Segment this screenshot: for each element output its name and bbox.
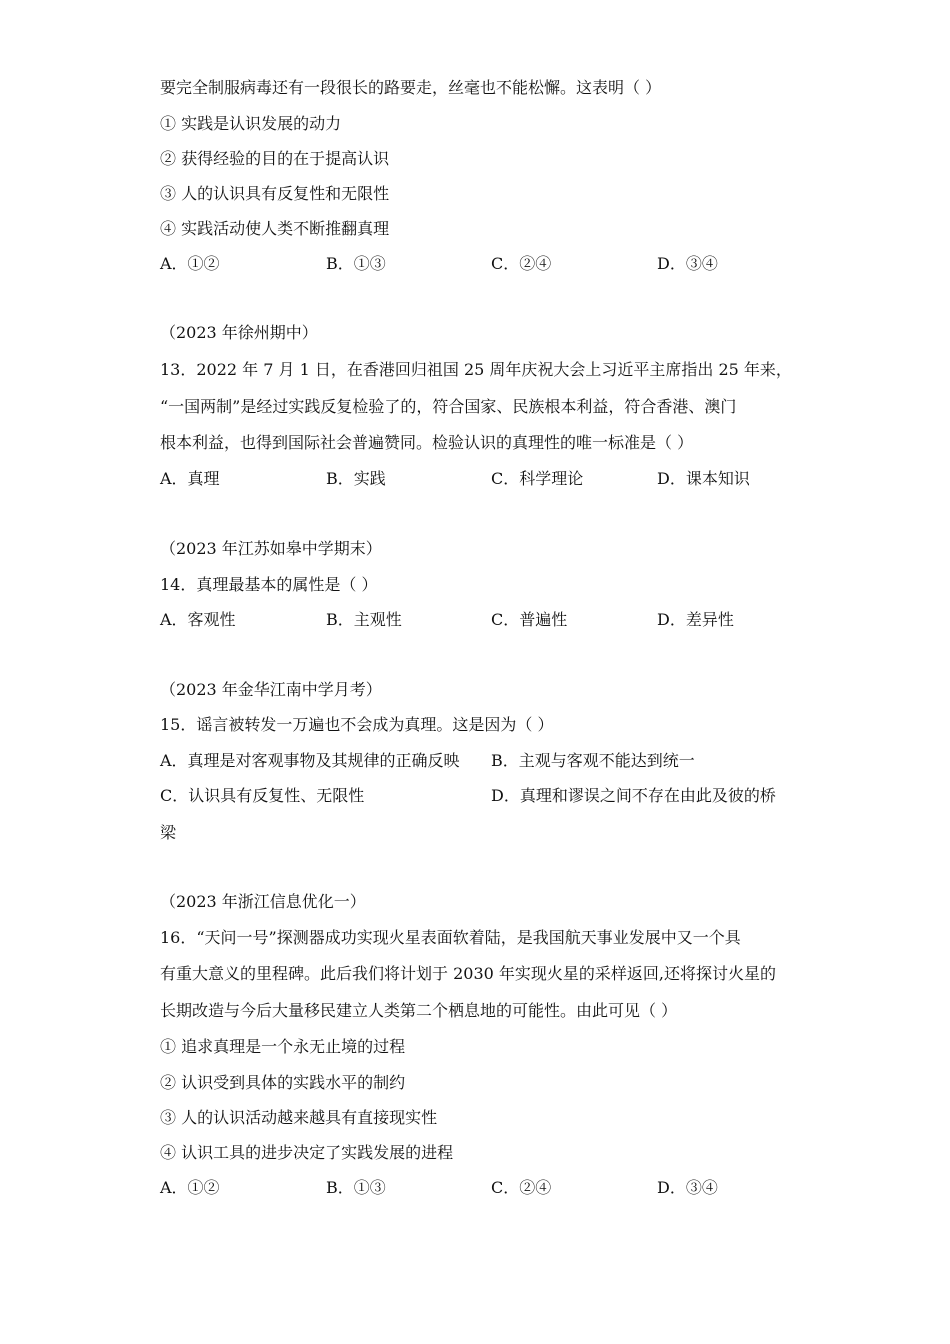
q16-stem-line-3: 长期改造与今后大量移民建立人类第二个栖息地的可能性。由此可见（ ） — [160, 1001, 678, 1020]
q15-option-d: D．真理和谬误之间不存在由此及彼的桥 — [491, 786, 776, 805]
q12-item-2: ② 获得经验的目的在于提高认识 — [160, 149, 390, 168]
q14-source: （2023 年江苏如皋中学期末） — [160, 539, 382, 558]
q16-source: （2023 年浙江信息优化一） — [160, 892, 366, 911]
q16-option-b: B．①③ — [326, 1178, 386, 1197]
q12-item-3: ③ 人的认识具有反复性和无限性 — [160, 184, 390, 203]
q13-option-a: A．真理 — [160, 469, 220, 488]
q12-stem-continuation: 要完全制服病毒还有一段很长的路要走，丝毫也不能松懈。这表明（ ） — [160, 78, 662, 97]
q13-stem-line-2: “一国两制”是经过实践反复检验了的，符合国家、民族根本利益，符合香港、澳门 — [160, 397, 737, 416]
q12-item-4: ④ 实践活动使人类不断推翻真理 — [160, 219, 390, 238]
q12-option-c: C．②④ — [491, 254, 552, 273]
q13-stem-line-3: 根本利益，也得到国际社会普遍赞同。检验认识的真理性的唯一标准是（ ） — [160, 433, 694, 452]
q15-option-b: B．主观与客观不能达到统一 — [491, 751, 695, 770]
q13-option-d: D．课本知识 — [657, 469, 750, 488]
q13-stem-line-1: 13．2022 年 7 月 1 日，在香港回归祖国 25 周年庆祝大会上习近平主席指出 25 年来， — [160, 360, 792, 379]
q13-source: （2023 年徐州期中） — [160, 323, 318, 342]
q16-item-2: ② 认识受到具体的实践水平的制约 — [160, 1073, 406, 1092]
q15-option-a: A．真理是对客观事物及其规律的正确反映 — [160, 751, 460, 770]
q12-option-b: B．①③ — [326, 254, 386, 273]
q13-option-c: C．科学理论 — [491, 469, 584, 488]
q16-stem-line-2: 有重大意义的里程碑。此后我们将计划于 2030 年实现火星的采样返回,还将探讨火星的 — [160, 964, 776, 983]
q16-stem-line-1: 16．“天问一号”探测器成功实现火星表面软着陆，是我国航天事业发展中又一个具 — [160, 928, 741, 947]
q14-option-a: A．客观性 — [160, 610, 236, 629]
q15-stem: 15．谣言被转发一万遍也不会成为真理。这是因为（ ） — [160, 715, 554, 734]
q12-item-1: ① 实践是认识发展的动力 — [160, 114, 342, 133]
q12-option-d: D．③④ — [657, 254, 718, 273]
q15-source: （2023 年金华江南中学月考） — [160, 680, 382, 699]
q16-item-3: ③ 人的认识活动越来越具有直接现实性 — [160, 1108, 438, 1127]
q16-option-c: C．②④ — [491, 1178, 552, 1197]
q15-option-d-continuation: 梁 — [160, 823, 177, 842]
q12-option-a: A．①② — [160, 254, 220, 273]
q14-stem: 14．真理最基本的属性是（ ） — [160, 575, 378, 594]
q16-option-d: D．③④ — [657, 1178, 718, 1197]
q14-option-b: B．主观性 — [326, 610, 402, 629]
q16-item-1: ① 追求真理是一个永无止境的过程 — [160, 1037, 406, 1056]
q14-option-c: C．普遍性 — [491, 610, 568, 629]
q16-item-4: ④ 认识工具的进步决定了实践发展的进程 — [160, 1143, 454, 1162]
q16-option-a: A．①② — [160, 1178, 220, 1197]
q15-option-c: C．认识具有反复性、无限性 — [160, 786, 365, 805]
q13-option-b: B．实践 — [326, 469, 386, 488]
q14-option-d: D．差异性 — [657, 610, 734, 629]
